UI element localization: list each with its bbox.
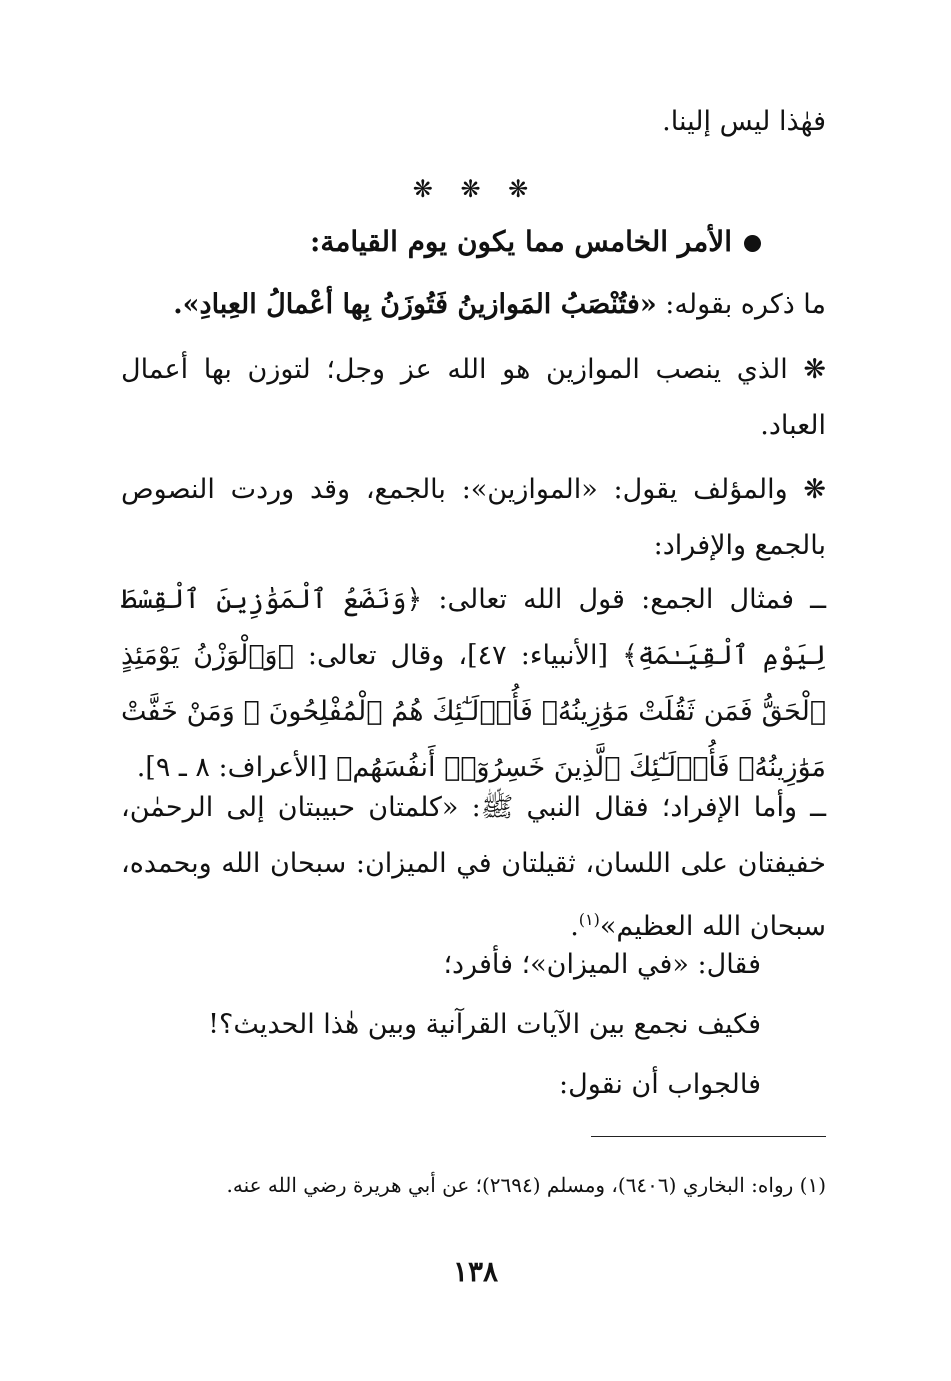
footnote-marker: (١) [578,910,600,929]
footnote-text: (١) رواه: البخاري (٦٤٠٦)، ومسلم (٢٦٩٤)؛ عن أبي هريرة رضي الله عنه. [226,1173,826,1197]
section-separator: ❋ ❋ ❋ [412,175,539,203]
heading-text: الأمر الخامس مما يكون يوم القيامة: [310,225,732,258]
intro-line: فهٰذا ليس إلينا. [662,106,826,137]
paragraph-3 [121,572,826,796]
line-answer: فالجواب أن نقول: [559,1069,761,1100]
footnote-divider [591,1136,826,1137]
paragraph-4 [121,780,826,955]
quote-prefix: ما ذكره بقوله: [656,289,826,320]
page-number: ١٣٨ [452,1255,499,1288]
line-single-mention: فقال: «في الميزان»؛ فأفرد؛ [443,949,761,980]
section-heading [310,225,761,258]
hadith-text: ــ وأما الإفراد؛ فقال النبي ﷺ: «كلمتان حبيبتان إلى الرحمٰن، خفيفتان على اللسان، ثقيلتان في الميزان: سبحان الله وبحمده، سبحان الله العظيم» [121,792,826,942]
paragraph-2: ❋ والمؤلف يقول: «الموازين»: بالجمع، وقد وردت النصوص بالجمع والإفراد: [121,474,826,561]
para3-reference-1: [الأنبياء: ٤٧]، وقال تعالى: [293,640,623,671]
paragraph-1: ❋ الذي ينصب الموازين هو الله عز وجل؛ لتوزن بها أعمال العباد. [121,354,826,441]
quote-line [121,285,826,325]
bullet-dot-icon [744,235,761,252]
para3-reference-2: [الأعراف: ٨ ـ ٩]. [136,752,337,783]
line-question: فكيف نجمع بين الآيات القرآنية وبين هٰذا الحديث؟! [208,1009,761,1040]
quran-verse-2: ﴿وَٱلْوَزْنُ يَوْمَئِذٍ ٱلْحَقُّ فَمَن ثَقُلَتْ مَوَٰزِينُهُۥ فَأُو۟لَـٰٓئِكَ هُمُ ٱلْمُفْلِحُونَ ۞ وَمَنْ خَفَّتْ مَوَٰزِينُهُۥ فَأُو۟لَـٰٓئِكَ ٱلَّذِينَ خَسِرُوٓا۟ أَنفُسَهُم﴾ [121,640,826,783]
quran-verse-1: ﴿وَنَضَعُ ٱلْمَوَٰزِينَ ٱلْقِسْطَ لِيَوْمِ ٱلْقِيَـٰمَةِ﴾ [121,584,826,671]
para3-intro: ــ فمثال الجمع: قول الله تعالى: [422,584,826,615]
hadith-end: . [570,911,579,942]
quote-text: «فتُنْصَبُ المَوازينُ فَتُوزَنُ بِها أعْمالُ العِبادِ». [173,289,657,320]
